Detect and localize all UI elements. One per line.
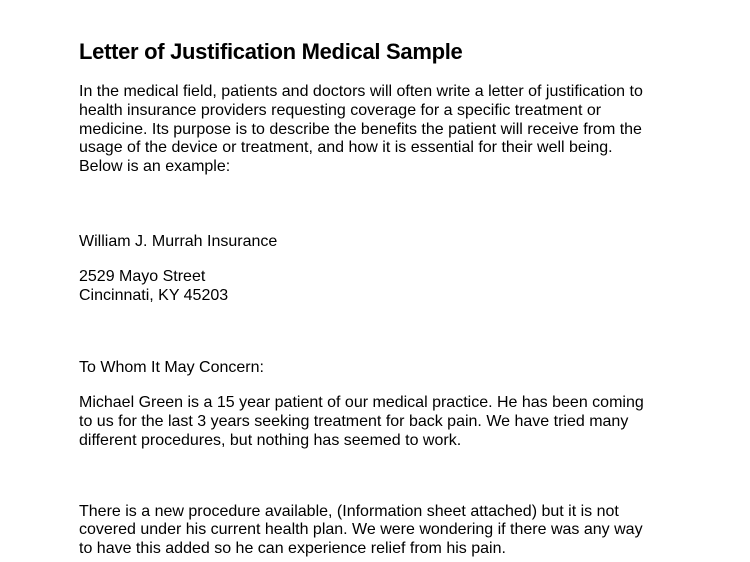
intro-line: In the medical field, patients and doctors will often write a letter of justification to [79, 83, 643, 100]
body-line: Michael Green is a 15 year patient of our medical practice. He has been coming [79, 394, 644, 412]
intro-line: Below is an example: [79, 158, 231, 176]
body-line: covered under his current health plan. We were wondering if there was any way [79, 521, 643, 539]
intro-paragraph [79, 83, 690, 177]
intro-line: usage of the device or treatment, and how it is essential for their well being. [79, 139, 613, 157]
recipient-street: 2529 Mayo Street [79, 267, 206, 285]
document-title: Letter of Justification Medical Sample [79, 39, 463, 64]
recipient-address [79, 268, 690, 306]
intro-line: health insurance providers requesting coverage for a specific treatment or [79, 101, 602, 119]
body-paragraph-1 [79, 394, 690, 450]
recipient-city: Cincinnati, KY 45203 [79, 286, 229, 304]
salutation: To Whom It May Concern: [79, 359, 264, 377]
body-line: to have this added so he can experience relief from his pain. [79, 540, 506, 558]
body-line: There is a new procedure available, (Information sheet attached) but it is not [79, 502, 619, 520]
body-line: different procedures, but nothing has seemed to work. [79, 431, 462, 449]
body-paragraph-2 [79, 503, 690, 559]
body-line: to us for the last 3 years seeking treatment for back pain. We have tried many [79, 412, 629, 430]
intro-line: medicine. Its purpose is to describe the benefits the patient will receive from the [79, 120, 642, 138]
recipient-name: William J. Murrah Insurance [79, 232, 278, 250]
